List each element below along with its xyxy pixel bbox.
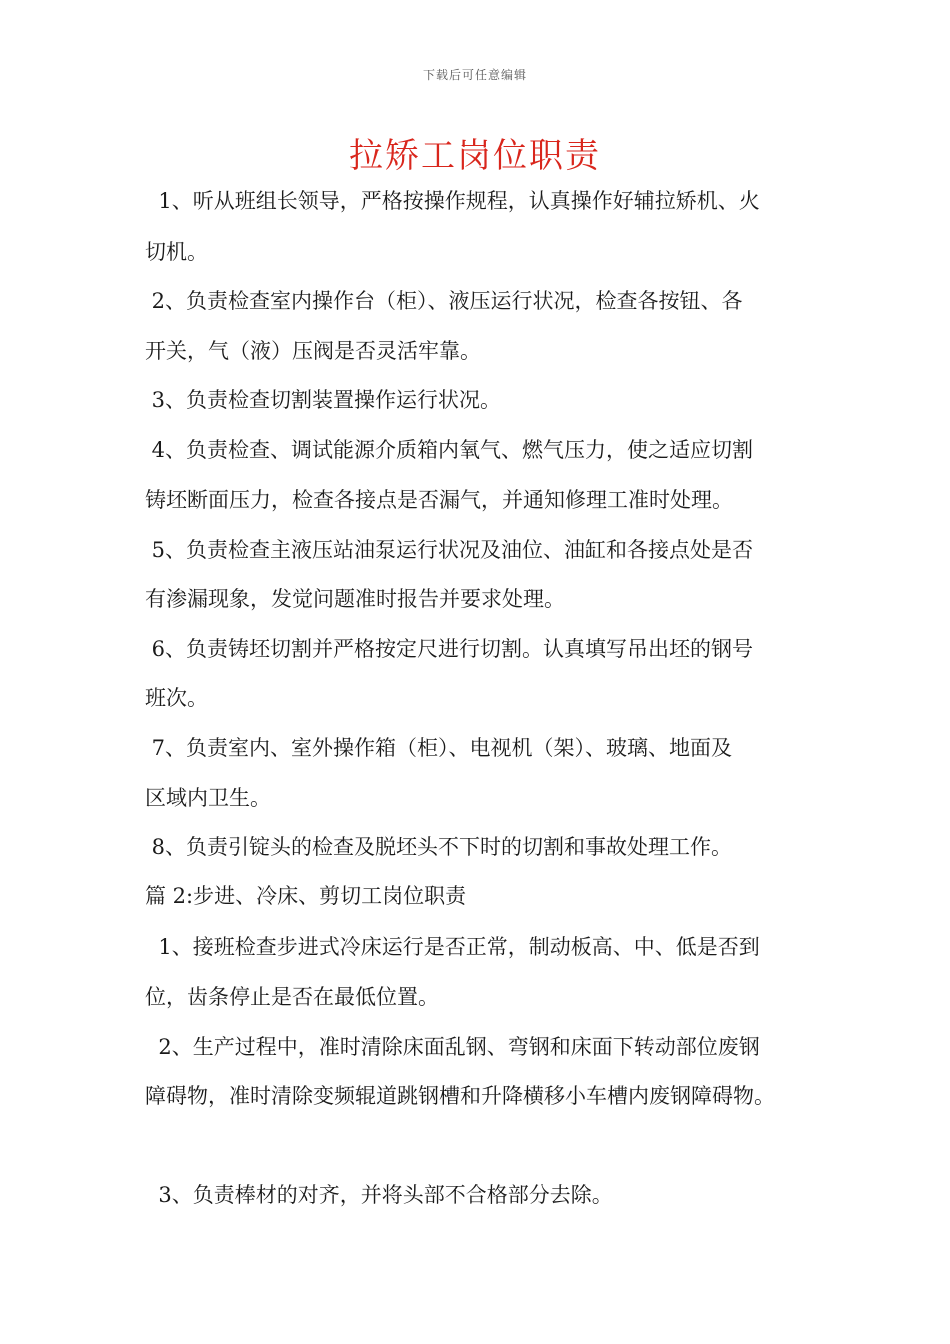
duty-line-7-cont: 区域内卫生。 xyxy=(145,786,271,810)
duty-line-7: 7、负责室内、室外操作箱（柜）、电视机（架）、玻璃、地面及 xyxy=(145,736,733,760)
section2-line-1-cont: 位，齿条停止是否在最低位置。 xyxy=(145,985,439,1009)
duty-line-4: 4、负责检查、调试能源介质箱内氧气、燃气压力，使之适应切割 xyxy=(145,438,754,462)
duty-line-2: 2、负责检查室内操作台（柜）、液压运行状况，检查各按钮、各 xyxy=(145,289,743,313)
duty-line-5-cont: 有渗漏现象，发觉问题准时报告并要求处理。 xyxy=(145,587,565,611)
duty-line-5: 5、负责检查主液压站油泵运行状况及油位、油缸和各接点处是否 xyxy=(145,538,754,562)
duty-line-1-cont: 切机。 xyxy=(145,240,208,264)
duty-line-2-cont: 开关，气（液）压阀是否灵活牢靠。 xyxy=(145,339,481,363)
section2-line-3: 3、负责棒材的对齐，并将头部不合格部分去除。 xyxy=(145,1183,613,1207)
section-heading-2: 篇 2:步进、冷床、剪切工岗位职责 xyxy=(145,884,467,908)
duty-line-4-cont: 铸坯断面压力，检查各接点是否漏气，并通知修理工准时处理。 xyxy=(145,488,733,512)
duty-line-6: 6、负责铸坯切割并严格按定尺进行切割。认真填写吊出坯的钢号 xyxy=(145,637,754,661)
duty-line-1: 1、听从班组长领导，严格按操作规程，认真操作好辅拉矫机、火 xyxy=(145,189,760,213)
header-note: 下载后可任意编辑 xyxy=(422,68,527,82)
section2-line-2: 2、生产过程中，准时清除床面乱钢、弯钢和床面下转动部位废钢 xyxy=(145,1035,760,1059)
duty-line-6-cont: 班次。 xyxy=(145,686,208,710)
section2-line-1: 1、接班检查步进式冷床运行是否正常，制动板高、中、低是否到 xyxy=(145,935,760,959)
duty-line-8: 8、负责引锭头的检查及脱坯头不下时的切割和事故处理工作。 xyxy=(145,835,733,859)
document-title: 拉矫工岗位职责 xyxy=(349,136,601,176)
section2-line-2-cont: 障碍物，准时清除变频辊道跳钢槽和升降横移小车槽内废钢障碍物。 xyxy=(145,1084,775,1108)
duty-line-3: 3、负责检查切割装置操作运行状况。 xyxy=(145,388,502,412)
